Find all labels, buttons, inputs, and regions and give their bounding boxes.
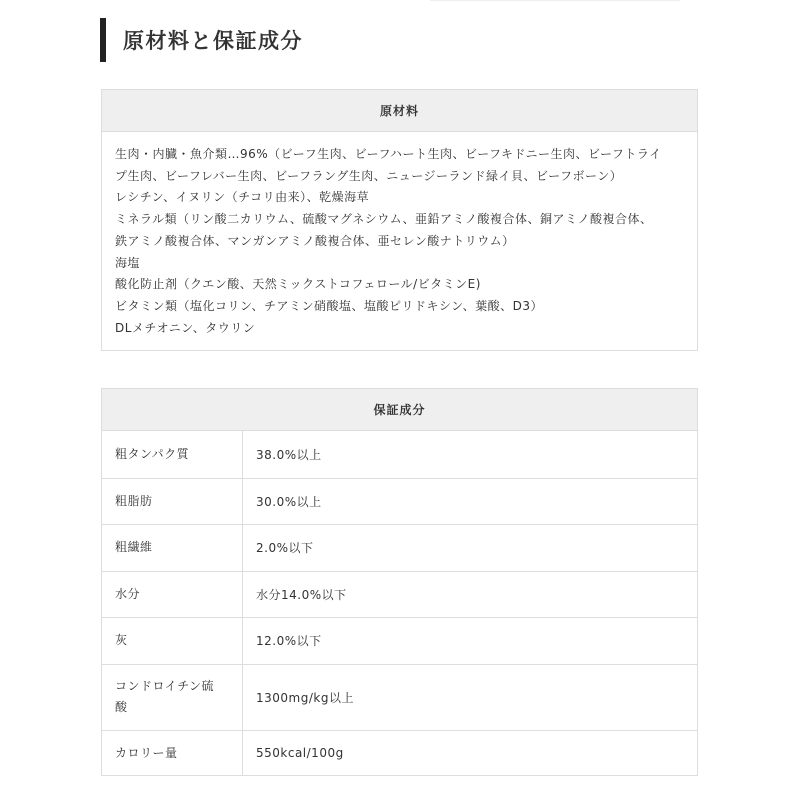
- row-label: 灰: [102, 617, 243, 664]
- guarantee-rows: [102, 431, 697, 776]
- row-label: コンドロイチン硫酸: [102, 664, 243, 730]
- section-heading: [100, 18, 303, 62]
- top-divider: [430, 0, 680, 1]
- guarantee-header: 保証成分: [102, 389, 697, 431]
- table-row: [102, 664, 697, 730]
- ingredient-line: 海塩: [115, 255, 141, 270]
- row-label: 粗タンパク質: [102, 431, 243, 478]
- ingredient-line: 生肉・内臓・魚介類…96%（ビーフ生肉、ビーフハート生肉、ビーフキドニー生肉、ビーフトライ: [115, 147, 662, 161]
- row-value: 550kcal/100g: [243, 730, 698, 776]
- table-row: [102, 617, 697, 664]
- ingredient-line: DLメチオニン、タウリン: [115, 320, 256, 335]
- heading-accent-bar: [100, 18, 106, 62]
- ingredient-line: ビタミン類（塩化コリン、チアミン硝酸塩、塩酸ピリドキシン、葉酸、D3）: [115, 298, 544, 313]
- row-value: 2.0%以下: [243, 524, 698, 571]
- table-row: [102, 478, 697, 524]
- ingredients-body: [102, 132, 697, 339]
- ingredients-header: 原材料: [102, 90, 697, 132]
- ingredients-table: [101, 89, 698, 351]
- ingredient-line: プ生肉、ビーフレバー生肉、ビーフラング生肉、ニュージーランド緑イ貝、ビーフボーン）: [115, 168, 623, 183]
- row-label: 粗繊維: [102, 524, 243, 571]
- row-value: 30.0%以上: [243, 478, 698, 524]
- page-title: 原材料と保証成分: [123, 29, 303, 53]
- row-label: カロリー量: [102, 730, 243, 776]
- row-value: 水分14.0%以下: [243, 571, 698, 617]
- row-value: 1300mg/kg以上: [243, 664, 698, 730]
- table-row: [102, 431, 697, 478]
- row-value: 38.0%以上: [256, 447, 322, 462]
- ingredient-line: 鉄アミノ酸複合体、マンガンアミノ酸複合体、亜セレン酸ナトリウム）: [115, 233, 515, 248]
- ingredient-line: レシチン、イヌリン（チコリ由来）、乾燥海草: [115, 190, 370, 205]
- table-row: [102, 730, 697, 776]
- guarantee-table: [101, 388, 698, 776]
- row-label: 粗脂肪: [102, 478, 243, 524]
- row-value: 12.0%以下: [243, 617, 698, 664]
- ingredient-line: 酸化防止剤（クエン酸、天然ミックストコフェロール/ビタミンE): [115, 277, 481, 292]
- row-label: 水分: [102, 571, 243, 617]
- table-row: [102, 524, 697, 571]
- ingredient-line: ミネラル類（リン酸二カリウム、硫酸マグネシウム、亜鉛アミノ酸複合体、銅アミノ酸複合体、: [115, 212, 653, 227]
- table-row: [102, 571, 697, 617]
